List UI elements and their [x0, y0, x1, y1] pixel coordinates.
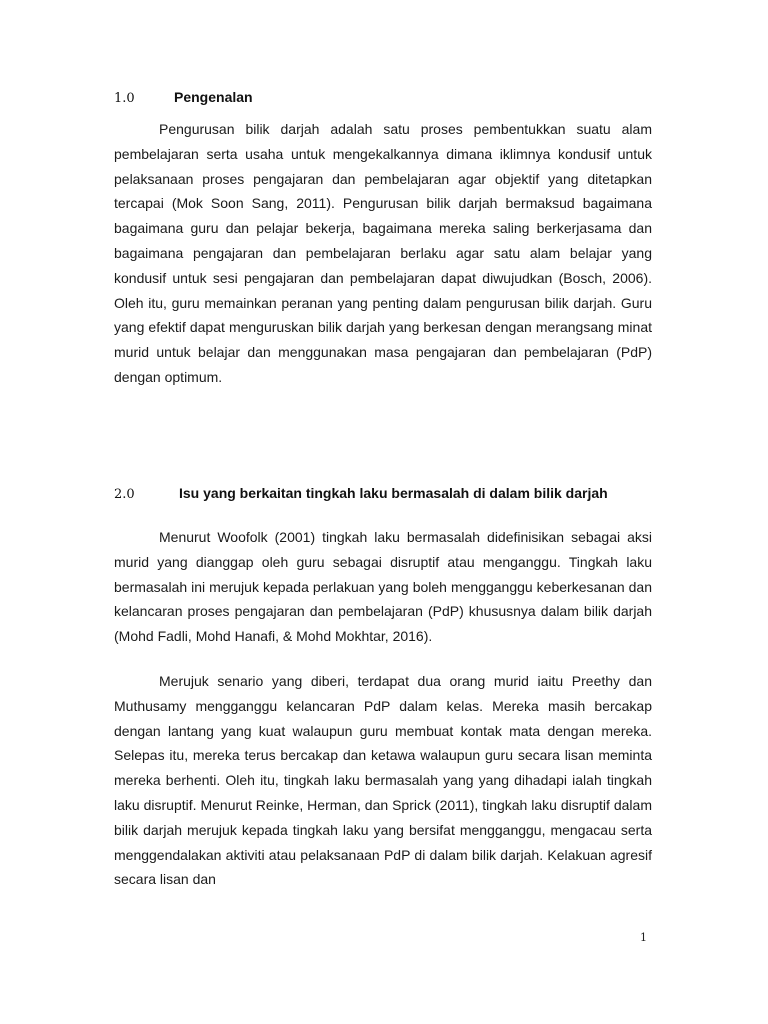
section-1-heading	[114, 89, 253, 106]
page-number: 1	[640, 931, 647, 944]
section-1-number: 1.0	[114, 91, 135, 106]
section-2-number: 2.0	[114, 487, 135, 502]
section-1-paragraph: Pengurusan bilik darjah adalah satu proses pembentukkan suatu alam pembelajaran serta usaha untuk mengekalkannya dimana iklimnya kondusif untuk pelaksanaan proses pengajaran dan pembelajaran agar objektif yang ditetapkan tercapai (Mok Soon Sang, 2011). Pengurusan bilik darjah bermaksud bagaimana bagaimana guru dan pelajar bekerja, bagaimana mereka saling berkerjasama dan bagaimana pengajaran dan pembelajaran berlaku agar satu alam belajar yang kondusif untuk sesi pengajaran dan pembelajaran dapat diwujudkan (Bosch, 2006). Oleh itu, guru memainkan peranan yang penting dalam pengurusan bilik darjah. Guru yang efektif dapat menguruskan bilik darjah yang berkesan dengan merangsang minat murid untuk belajar dan menggunakan masa pengajaran dan pembelajaran (PdP) dengan optimum.	[114, 121, 652, 385]
section-1-title: Pengenalan	[174, 89, 253, 105]
section-2-paragraph-2: Merujuk senario yang diberi, terdapat dua orang murid iaitu Preethy dan Muthusamy mengganggu kelancaran PdP dalam kelas. Mereka masih bercakap dengan lantang yang kuat walaupun guru membuat kontak mata dengan mereka. Selepas itu, mereka terus bercakap dan ketawa walaupun guru secara lisan meminta mereka berhenti. Oleh itu, tingkah laku bermasalah yang yang dihadapi ialah tingkah laku disruptif. Menurut Reinke, Herman, dan Sprick (2011), tingkah laku disruptif dalam bilik darjah merujuk kepada tingkah laku yang bersifat mengganggu, mengacau serta menggendalakan aktiviti atau pelaksanaan PdP di dalam bilik darjah. Kelakuan agresif secara lisan dan	[114, 673, 652, 888]
section-2-title: Isu yang berkaitan tingkah laku bermasalah di dalam bilik darjah	[179, 485, 608, 501]
section-2-heading	[114, 485, 608, 502]
section-2-paragraph-1: Menurut Woofolk (2001) tingkah laku bermasalah didefinisikan sebagai aksi murid yang dianggap oleh guru sebagai disruptif atau menganggu. Tingkah laku bermasalah ini merujuk kepada perlakuan yang boleh mengganggu keberkesanan dan kelancaran proses pengajaran dan pembelajaran (PdP) khususnya dalam bilik darjah (Mohd Fadli, Mohd Hanafi, & Mohd Mokhtar, 2016).	[114, 529, 652, 645]
